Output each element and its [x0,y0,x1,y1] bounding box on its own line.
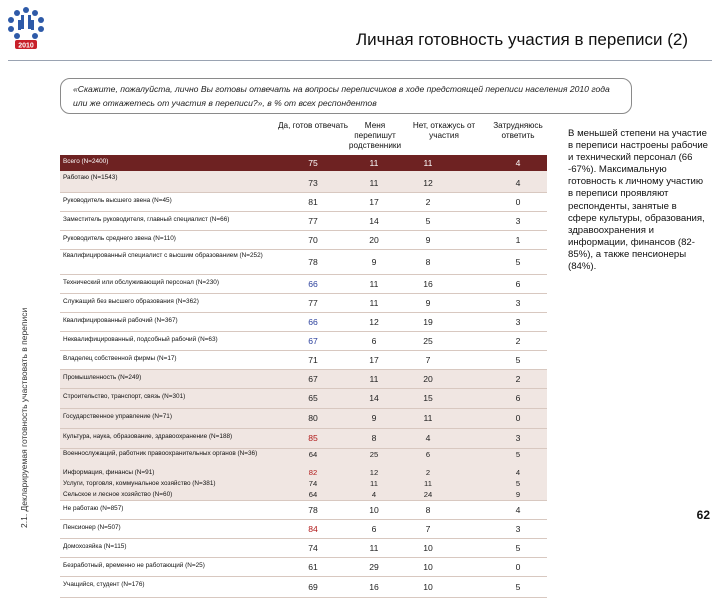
table-row [60,294,547,313]
column-header-refuse: Нет, откажусь от участия [412,121,476,140]
cell-relatives: 10 [369,505,379,515]
cell-refuse: 7 [425,524,431,534]
table-row [60,558,547,577]
row-label: Не работаю (N=857) [63,505,124,512]
row-label: Владелец собственной фирмы (N=17) [63,355,177,362]
section-side-label: 2.1. Декларируемая готовность участвовать в переписи [19,307,29,528]
cell-unsure: 5 [515,543,521,553]
cell-yes: 66 [308,317,318,327]
cell-relatives: 6 [371,336,377,346]
cell-relatives: 11 [369,178,379,188]
cell-relatives: 14 [369,216,379,226]
row-label: Всего (N=2400) [63,158,109,165]
table-row [60,351,547,370]
cell-yes: 74 [308,543,318,553]
table-row [60,193,547,212]
cell-relatives: 29 [369,562,379,572]
table-row [60,577,547,598]
row-label: Руководитель среднего звена (N=110) [63,235,176,242]
cell-refuse: 11 [423,158,433,168]
row-label: Служащий без высшего образования (N=362) [63,298,199,305]
table-row [60,539,547,558]
row-label: Неквалифицированный, подсобный рабочий (N=63) [63,336,218,343]
cell-unsure: 3 [515,216,521,226]
table-row [60,449,547,467]
row-label: Промышленность (N=249) [63,374,142,381]
cell-relatives: 11 [369,158,379,168]
table-row [60,313,547,332]
row-label: Безработный, временно не работающий (N=25) [63,562,205,569]
cell-unsure: 1 [515,235,521,245]
cell-relatives: 20 [369,235,379,245]
cell-unsure: 6 [515,279,521,289]
cell-yes: 74 [308,479,318,488]
row-label: Домохозяйка (N=115) [63,543,127,550]
cell-relatives: 12 [369,317,379,327]
cell-unsure: 2 [515,374,521,384]
survey-question: «Скажите, пожалуйста, лично Вы готовы отвечать на вопросы переписчиков в ходе предстоящей переписи населения 2010 года или же откажетесь от участия в переписи?», в % от всех респондентов [60,78,632,114]
cell-refuse: 7 [425,355,431,365]
cell-unsure: 4 [515,158,521,168]
cell-unsure: 0 [515,197,521,207]
cell-unsure: 0 [515,562,521,572]
table-row [60,429,547,449]
row-label: Пенсионер (N=507) [63,524,121,531]
cell-relatives: 9 [371,413,377,423]
cell-refuse: 16 [423,279,433,289]
cell-yes: 71 [308,355,318,365]
cell-refuse: 9 [425,298,431,308]
cell-unsure: 5 [515,257,521,267]
cell-yes: 67 [308,374,318,384]
column-header-unsure: Затрудняюсь ответить [493,121,543,140]
cell-relatives: 16 [369,582,379,592]
row-label: Руководитель высшего звена (N=45) [63,197,172,204]
cell-relatives: 14 [369,393,379,403]
cell-refuse: 6 [425,450,431,459]
row-label: Учащийся, студент (N=176) [63,581,145,588]
title-divider [8,60,712,61]
cell-refuse: 8 [425,257,431,267]
cell-yes: 61 [308,562,318,572]
cell-refuse: 25 [423,336,433,346]
cell-refuse: 12 [423,178,433,188]
row-label: Квалифицированный рабочий (N=367) [63,317,178,324]
cell-yes: 77 [308,216,318,226]
cell-yes: 64 [308,490,318,499]
table-row [60,155,547,171]
table-row [60,231,547,250]
row-label: Сельское и лесное хозяйство (N=60) [63,491,173,498]
cell-unsure: 3 [515,433,521,443]
cell-yes: 85 [308,433,318,443]
row-label: Военнослужащий, работник правоохранительных органов (N=36) [63,450,258,457]
table-row [60,332,547,351]
cell-refuse: 11 [423,413,433,423]
cell-unsure: 9 [515,490,521,499]
table-row [60,478,547,489]
cell-yes: 65 [308,393,318,403]
cell-refuse: 10 [423,582,433,592]
page-number: 62 [696,508,710,522]
cell-yes: 78 [308,505,318,515]
summary-note: В меньшей степени на участие в переписи настроены рабочие и технический персонал (66 -67%). Максимальную готовность к личному участию в переписи проявляют респонденты, занятые в сфере культуры, образования, здравоохранения и информации, финансов (82-85%), а также пенсионеры (84%). [568,128,709,273]
table-row [60,409,547,429]
table-row [60,370,547,389]
row-label: Заместитель руководителя, главный специалист (N=66) [63,216,230,223]
cell-yes: 75 [308,158,318,168]
cell-yes: 64 [308,450,318,459]
cell-relatives: 6 [371,524,377,534]
table-row [60,501,547,520]
cell-refuse: 2 [425,197,431,207]
row-label: Услуги, торговля, коммунальное хозяйство (N=381) [63,480,216,487]
cell-relatives: 11 [369,374,379,384]
cell-unsure: 5 [515,582,521,592]
cell-refuse: 9 [425,235,431,245]
cell-yes: 82 [308,468,318,477]
cell-yes: 80 [308,413,318,423]
cell-relatives: 25 [369,450,379,459]
table-row [60,250,547,275]
cell-unsure: 4 [515,178,521,188]
cell-relatives: 11 [369,298,379,308]
cell-unsure: 4 [515,468,521,477]
cell-unsure: 3 [515,298,521,308]
cell-unsure: 4 [515,505,521,515]
cell-unsure: 3 [515,317,521,327]
cell-yes: 84 [308,524,318,534]
cell-yes: 66 [308,279,318,289]
table-row [60,171,547,193]
census-logo [6,4,46,58]
cell-yes: 70 [308,235,318,245]
cell-yes: 73 [308,178,318,188]
cell-unsure: 0 [515,413,521,423]
cell-relatives: 11 [370,479,378,488]
column-header-yes: Да, готов отвечать [278,121,348,130]
cell-relatives: 11 [369,543,379,553]
cell-refuse: 5 [425,216,431,226]
row-label: Работаю (N=1543) [63,174,118,181]
results-table [60,121,547,598]
cell-relatives: 11 [369,279,379,289]
table-row [60,389,547,409]
cell-unsure: 5 [515,355,521,365]
cell-refuse: 19 [423,317,433,327]
cell-unsure: 5 [515,450,521,459]
table-row [60,520,547,539]
cell-unsure: 2 [515,336,521,346]
svg-text:2010: 2010 [18,42,34,50]
row-label: Строительство, транспорт, связь (N=301) [63,393,186,400]
table-header [60,121,547,155]
cell-refuse: 15 [423,393,433,403]
cell-relatives: 9 [371,257,377,267]
row-label: Государственное управление (N=71) [63,413,172,420]
cell-refuse: 2 [425,468,431,477]
table-row [60,489,547,501]
cell-relatives: 4 [371,490,377,499]
cell-yes: 81 [308,197,318,207]
row-label: Технический или обслуживающий персонал (N=230) [63,279,219,286]
table-row [60,212,547,231]
cell-unsure: 6 [515,393,521,403]
cell-unsure: 3 [515,524,521,534]
cell-yes: 67 [308,336,318,346]
cell-relatives: 12 [369,468,379,477]
column-header-relatives: Меня перепишут родственники [348,121,402,150]
page-title: Личная готовность участия в переписи (2) [355,30,688,49]
row-label: Квалифицированный специалист с высшим образованием (N=252) [63,252,263,259]
cell-yes: 78 [308,257,318,267]
cell-refuse: 10 [423,562,433,572]
cell-refuse: 4 [425,433,431,443]
table-body [60,155,547,598]
cell-relatives: 17 [369,355,379,365]
cell-yes: 69 [308,582,318,592]
cell-relatives: 17 [369,197,379,207]
cell-refuse: 20 [423,374,433,384]
row-label: Культура, наука, образование, здравоохранение (N=188) [63,433,233,440]
table-row [60,467,547,478]
table-row [60,275,547,294]
cell-relatives: 8 [371,433,377,443]
cell-yes: 77 [308,298,318,308]
cell-unsure: 5 [515,479,521,488]
cell-refuse: 8 [425,505,431,515]
cell-refuse: 24 [423,490,433,499]
row-label: Информация, финансы (N=91) [63,469,155,476]
cell-refuse: 11 [424,479,432,488]
cell-refuse: 10 [423,543,433,553]
